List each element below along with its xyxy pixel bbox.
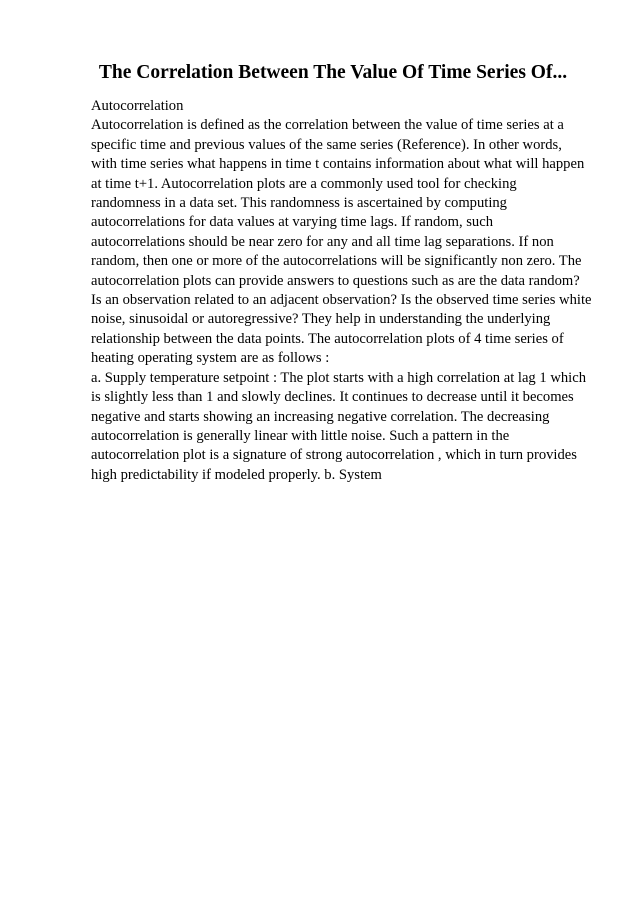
body-text-line: autocorrelations should be near zero for any and all time lag separations. If non	[91, 233, 554, 250]
body-text-line: noise, sinusoidal or autoregressive? They help in understanding the underlying	[91, 311, 551, 328]
body-text-line: autocorrelation is generally linear with little noise. Such a pattern in the	[91, 427, 510, 444]
body-text-line: specific time and previous values of the same series (Reference). In other words,	[91, 136, 562, 153]
body-text-line: Autocorrelation is defined as the correlation between the value of time series at a	[91, 117, 564, 134]
body-text-line: Autocorrelation	[91, 98, 184, 114]
body-text-line: negative and starts showing an increasing negative correlation. The decreasing	[91, 408, 550, 425]
body-text-line: is slightly less than 1 and slowly declines. It continues to decrease until it becomes	[91, 389, 574, 406]
body-text-line: high predictability if modeled properly. b. System	[91, 466, 382, 483]
body-text-line: autocorrelation plots can provide answers to questions such as are the data random?	[91, 272, 580, 289]
body-text-line: at time t+1. Autocorrelation plots are a commonly used tool for checking	[91, 175, 517, 192]
body-text-line: a. Supply temperature setpoint : The plot starts with a high correlation at lag 1 which	[91, 369, 586, 386]
body-text-line: heating operating system are as follows :	[91, 350, 330, 367]
body-text-line: Is an observation related to an adjacent observation? Is the observed time series white	[91, 292, 592, 309]
body-text-line: autocorrelation plot is a signature of strong autocorrelation , which in turn provides	[91, 447, 577, 464]
body-text-line: relationship between the data points. The autocorrelation plots of 4 time series of	[91, 330, 564, 347]
document-title: The Correlation Between The Value Of Time Series Of...	[98, 62, 568, 83]
body-text-line: with time series what happens in time t contains information about what will happen	[91, 156, 585, 173]
document-body	[91, 97, 596, 485]
body-text-line: randomness in a data set. This randomness is ascertained by computing	[91, 195, 507, 212]
body-text-line: random, then one or more of the autocorrelations will be significantly non zero. The	[91, 253, 582, 270]
body-text-line: autocorrelations for data values at varying time lags. If random, such	[91, 214, 494, 231]
